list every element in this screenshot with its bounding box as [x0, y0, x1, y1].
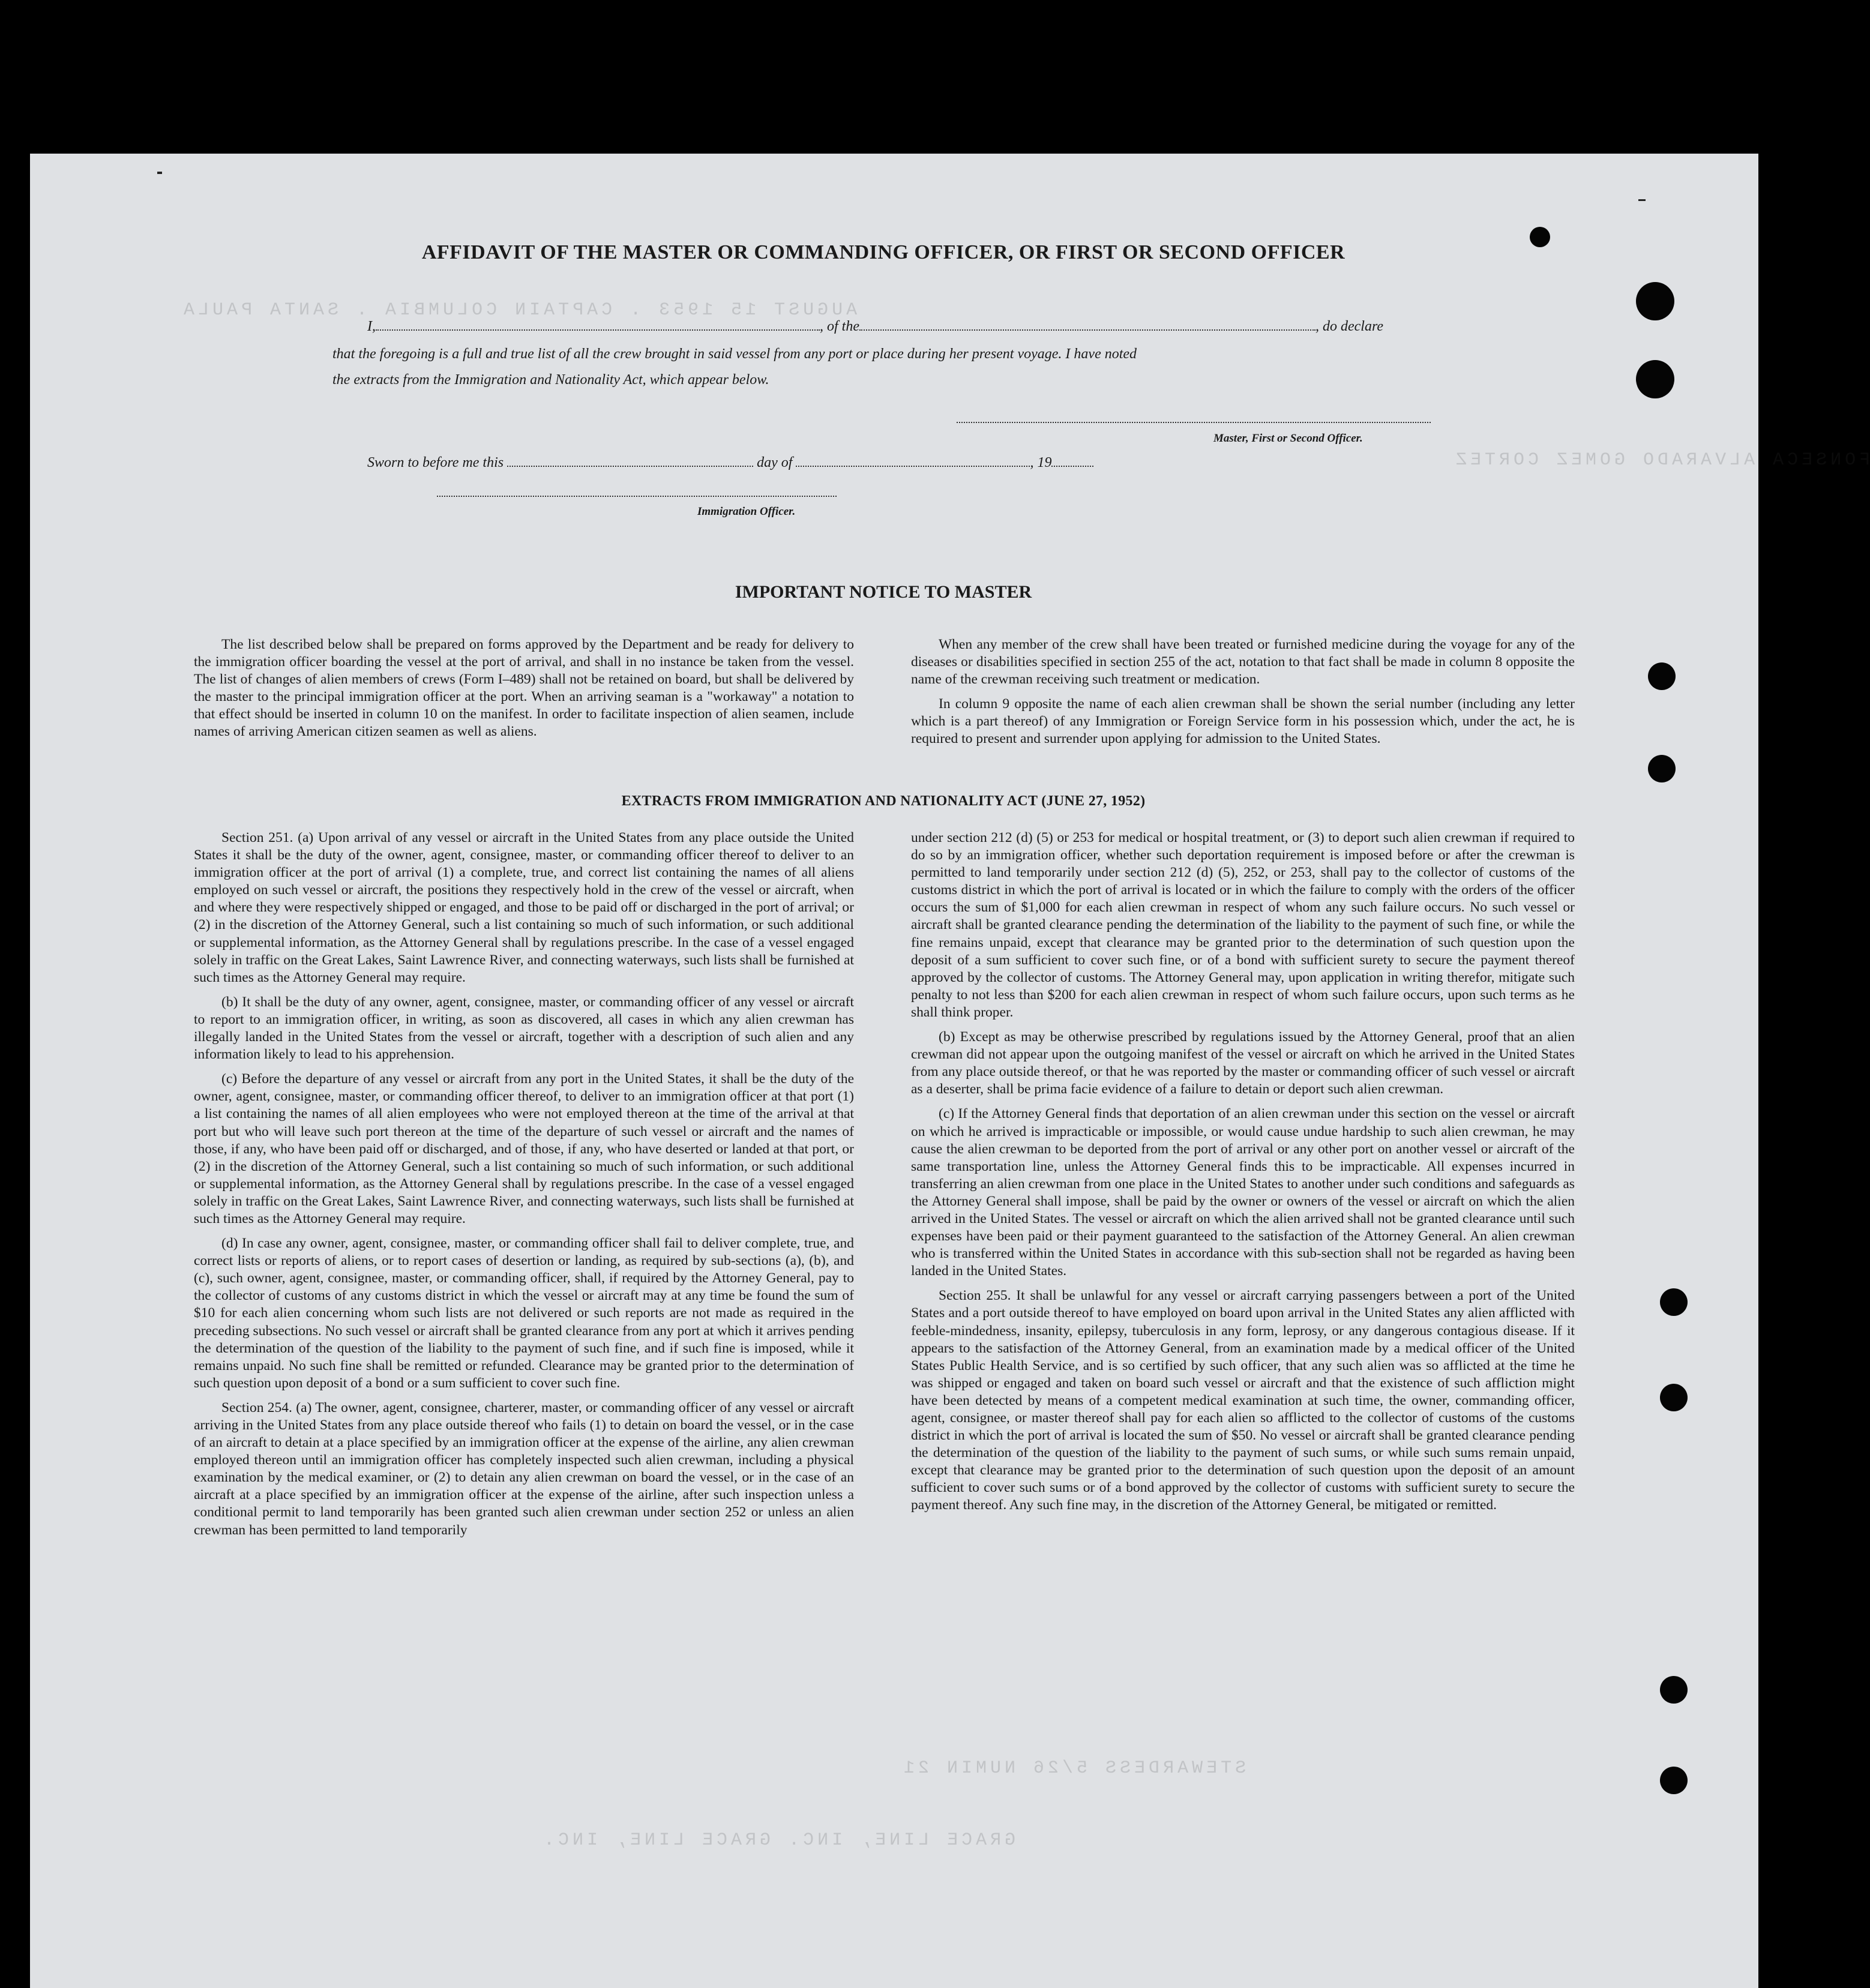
punch-hole [1660, 1676, 1688, 1704]
bleed-through-text: STEWARDESS 5/26 NUMIN 21 [900, 1758, 1246, 1779]
sworn-day-field[interactable] [507, 454, 753, 467]
bleed-through-text: AUGUST 15 1953 . CAPTAIN COLUMBIA . SANTA PAULA [180, 300, 858, 320]
year-prefix: , 19 [1030, 455, 1052, 470]
declaration-line-1 [367, 317, 1383, 335]
bleed-through-text: GRACE LINE, INC. GRACE LINE, INC. [540, 1830, 1016, 1851]
notice-right-paragraph-1: When any member of the crew shall have been treated or furnished medicine during the voyage for any of the diseases or disabilities specified in section 255 of the act, notation to that fact shall be made in column 8 opposite the name of the crewman receiving such treatment or medication. [911, 637, 1575, 688]
bleed-through-text: FONSECA ALVARADO GOMEZ CORTEZ [1452, 450, 1870, 470]
officer-signature-line[interactable] [437, 496, 837, 497]
vessel-field[interactable] [859, 317, 1315, 331]
officer-caption: Immigration Officer. [697, 505, 796, 518]
punch-hole [1636, 360, 1674, 398]
section-254-b: (b) Except as may be otherwise prescribed by regulations issued by the Attorney General, proof that an alien crewman did not appear upon the outgoing manifest of the vessel or aircraft on which he arrived in the United States from any place outside thereof, or that he was reported by the master or commanding officer of such vessel or aircraft as a deserter, shall be prima facie evidence of a failure to detain or deport such alien crewman. [911, 1029, 1575, 1098]
notice-left-column [194, 636, 854, 748]
punch-hole [1648, 662, 1676, 690]
extracts-title: EXTRACTS FROM IMMIGRATION AND NATIONALITY ACT (JUNE 27, 1952) [621, 793, 1146, 809]
master-signature-line[interactable] [957, 422, 1431, 423]
extracts-left-column [194, 829, 854, 1546]
declaration-line-2: that the foregoing is a full and true list of all the crew brought in said vessel from any port or place during her present voyage. I have noted [332, 346, 1137, 362]
extracts-right-column [911, 829, 1575, 1522]
section-254-a: Section 254. (a) The owner, agent, consignee, charterer, master, or commanding officer of any vessel or aircraft arriving in the United States from any place outside thereof who fails (1) to detain on board the vessel, or in the case of an aircraft to detain at a place specified by an immigration officer at the expense of the airline, any alien crewman employed thereon until an immigration officer has completely inspected such alien crewman, including a physical examination by the medical examiner, or (2) to detain any alien crewman on board the vessel, or in the case of an aircraft at a place specified by an immigration officer at the expense of the airline, after such inspection unless a conditional permit to land temporarily has been granted such alien crewman under section 252 or unless an alien crewman has been permitted to land temporarily [194, 1399, 854, 1538]
name-field[interactable] [376, 317, 820, 331]
notice-right-paragraph-2: In column 9 opposite the name of each alien crewman shall be shown the serial number (including any letter which is a part thereof) of any Immigration or Foreign Service form in his possession which, under the act, he is required to present and surrender upon applying for admission to the United States. [911, 696, 1575, 747]
sworn-month-field[interactable] [796, 454, 1030, 467]
punch-hole [1660, 1384, 1688, 1411]
punch-hole [1648, 755, 1676, 782]
notice-title: IMPORTANT NOTICE TO MASTER [735, 582, 1032, 602]
scan-speck [1638, 199, 1646, 201]
day-of-text: day of [757, 455, 793, 470]
affidavit-title: AFFIDAVIT OF THE MASTER OR COMMANDING OFFICER, OR FIRST OR SECOND OFFICER [421, 241, 1345, 263]
notice-right-column [911, 636, 1575, 755]
punch-hole [1636, 282, 1674, 320]
master-caption: Master, First or Second Officer. [1213, 432, 1363, 445]
sworn-line [367, 454, 1093, 471]
scan-speck [157, 172, 162, 174]
section-254-a-continued: under section 212 (d) (5) or 253 for medical or hospital treatment, or (3) to deport such alien crewman if required to do so by an immigration officer, whether such deportation requirement is imposed before or after the crewman is permitted to land temporarily under section 212 (d) (5), 252, or 253, shall pay to the collector of customs of the customs district in which the port of arrival is located or in which the failure to comply with the orders of the officer occurs the sum of $1,000 for each alien crewman in respect of whom any such failure occurs. No such vessel or aircraft shall be granted clearance pending the determination of the liability to the payment of such fine, or while the fine remains unpaid, except that clearance may be granted prior to the determination of such question upon the deposit of a sum sufficient to cover such fine, or of a bond with sufficient surety to secure the payment thereof approved by the collector of customs. The Attorney General may, upon application in writing therefor, mitigate such penalty to not less than $200 for each alien crewman in respect of whom such failure occurs, upon such terms as he shall think proper. [911, 830, 1575, 1020]
declaration-i: I, [367, 319, 376, 334]
section-251-b: (b) It shall be the duty of any owner, agent, consignee, master, or commanding officer of any vessel or aircraft to report to an immigration officer, in writing, as soon as discovered, all cases in which any alien crewman has illegally landed in the United States from the vessel or aircraft, together with a description of such alien and any information likely to lead to his apprehension. [194, 994, 854, 1063]
section-254-c: (c) If the Attorney General finds that deportation of an alien crewman under this section on the vessel or aircraft on which he arrived is impracticable or impossible, or would cause undue hardship to such alien crewman, he may cause the alien crewman to be deported from the port of arrival or any other port on another vessel or aircraft of the same transportation line, unless the Attorney General finds this to be impracticable. All expenses incurred in transferring an alien crewman from one place in the United States to another under such conditions and safeguards as the Attorney General shall impose, shall be paid by the owner or owners of the vessel or aircraft on which the alien arrived in the United States. The vessel or aircraft on which the alien arrived shall not be granted clearance until such expenses have been paid or their payment guaranteed to the satisfaction of the Attorney General. An alien crewman who is transferred within the United States in accordance with this sub-section shall not be regarded as having been landed in the United States. [911, 1106, 1575, 1279]
section-251-d: (d) In case any owner, agent, consignee, master, or commanding officer shall fail to deliver complete, true, and correct lists or reports of aliens, or to report cases of desertion or landing, as required by sub-sections (a), (b), and (c), such owner, agent, consignee, master, or commanding officer, shall, if required by the Attorney General, pay to the collector of customs of any customs district in which the vessel or aircraft may at any time be found the sum of $10 for each alien concerning whom such lists are not delivered or such reports are not made as required in the preceding subsections. No such vessel or aircraft shall be granted clearance from any port at which it arrives pending the determination of the question of the liability to the payment of such fine, and if such fine is imposed, while it remains unpaid. No such fine shall be remitted or refunded. Clearance may be granted prior to the determination of such question upon deposit of a bond or a sum sufficient to cover such fine. [194, 1236, 854, 1391]
section-255: Section 255. It shall be unlawful for any vessel or aircraft carrying passengers between a port of the United States and a port outside thereof to have employed on board upon arrival in the United States any alien afflicted with feeble-mindedness, insanity, epilepsy, tuberculosis in any form, leprosy, or any dangerous contagious disease. If it appears to the satisfaction of the Attorney General, from an examination made by a medical officer of the United States Public Health Service, and is so certified by such officer, that any such alien was so afflicted at the time he was shipped or engaged and taken on board such vessel or aircraft and that the existence of such affliction might have been detected by means of a competent medical examination at such time, the owner, commanding officer, agent, consignee, or master thereof shall pay for each alien so afflicted to the collector of customs of the customs district in which the port of arrival is located the sum of $50. No vessel or aircraft shall be granted clearance pending the determination of the question of the liability to the payment of such sums, or while such sums remain unpaid, except that clearance may be granted prior to the determination of such question upon the deposit of an amount sufficient to cover such sums or of a bond approved by the collector of customs with sufficient surety to secure the payment thereof. Any such fine may, in the discretion of the Attorney General, be mitigated or remitted. [911, 1288, 1575, 1513]
section-251-c: (c) Before the departure of any vessel or aircraft from any port in the United States, it shall be the duty of the owner, agent, consignee, master, or commanding officer thereof, to deliver to an immigration officer at that port (1) a list containing the names of all alien employees who were not employed thereon at the time of the arrival at that port but who will leave such port thereon at the time of the departure of such vessel or aircraft and the names of those, if any, who have been paid off or discharged, and of those, if any, who have deserted or landed at that port, or (2) in the discretion of the Attorney General, such a list containing so much of such information, or such additional or supplemental information, as the Attorney General shall by regulations prescribe. In the case of a vessel engaged solely in traffic on the Great Lakes, Saint Lawrence River, and connecting waterways, such lists shall be furnished at such times as the Attorney General may require. [194, 1071, 854, 1227]
section-251-a: Section 251. (a) Upon arrival of any vessel or aircraft in the United States from any place outside the United States it shall be the duty of the owner, agent, consignee, master, or commanding officer thereof to deliver to an immigration officer at the port of arrival (1) a complete, true, and correct list containing the names of all aliens employed on such vessel or aircraft, the positions they respectively hold in the crew of the vessel or aircraft, when and where they were respectively shipped or engaged, and those to be paid off or discharged in the port of arrival; or (2) in the discretion of the Attorney General, such a list containing so much of such information, or such additional or supplemental information, as the Attorney General shall by regulations prescribe. In the case of a vessel engaged solely in traffic on the Great Lakes, Saint Lawrence River, and connecting waterways, such lists shall be furnished at such times as the Attorney General may require. [194, 830, 854, 985]
sworn-text: Sworn to before me this [367, 455, 504, 470]
declaration-of-the: , of the [820, 319, 859, 334]
declaration-do-declare: , do declare [1315, 319, 1384, 334]
notice-left-paragraph: The list described below shall be prepared on forms approved by the Department and be ready for delivery to the immigration officer boarding the vessel at the port of arrival, and shall in no instance be taken from the vessel. The list of changes of alien members of crews (Form I–489) shall not be retained on board, but shall be delivered by the master to the principal immigration officer at the port. When an arriving seaman is a "workaway" a notation to that effect should be inserted in column 10 on the manifest. In order to facilitate inspection of alien seamen, include names of arriving American citizen seamen as well as aliens. [194, 637, 854, 740]
declaration-line-3: the extracts from the Immigration and Nationality Act, which appear below. [332, 372, 769, 388]
punch-hole [1660, 1767, 1688, 1794]
punch-hole [1660, 1288, 1688, 1316]
sworn-year-field[interactable] [1051, 454, 1093, 467]
